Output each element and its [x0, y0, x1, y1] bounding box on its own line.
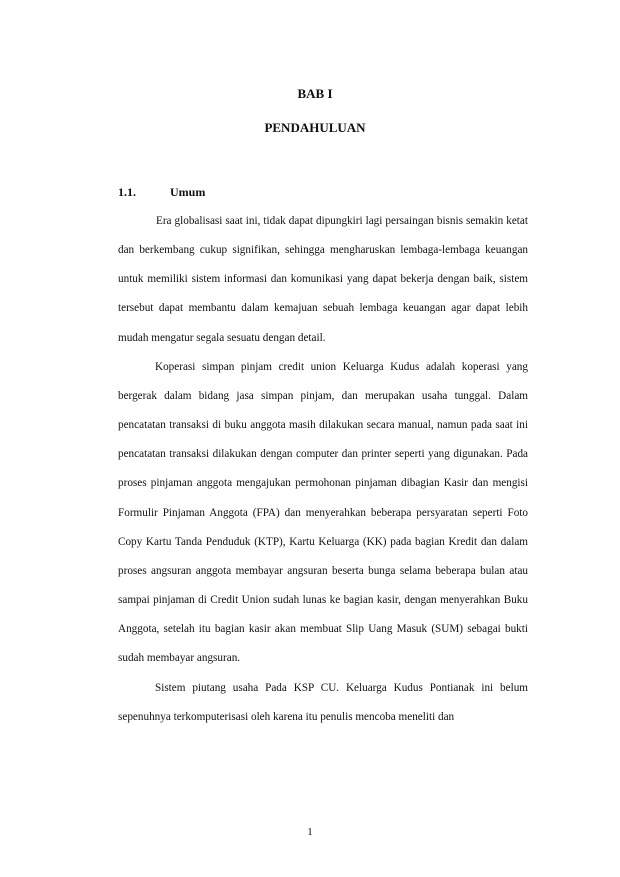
page-number: 1 [307, 826, 313, 838]
chapter-label: BAB I [297, 86, 333, 101]
section-title: Umum [170, 185, 206, 199]
paragraph-globalization: Era globalisasi saat ini, tidak dapat dipungkiri lagi persaingan bisnis semakin ketat dan berkembang cukup signifikan, sehingga mengharuskan lembaga-lembaga keuangan untuk memiliki sistem informasi dan komunikasi yang dapat bekerja dengan baik, sistem tersebut dapat membantu dalam kemajuan sebuah lembaga keuangan agar dapat lebih mudah mengatur segala sesuatu dengan detail. [118, 215, 528, 344]
chapter-title: PENDAHULUAN [264, 120, 366, 135]
paragraph-cooperative: Koperasi simpan pinjam credit union Keluarga Kudus adalah koperasi yang bergerak dalam bidang jasa simpan pinjam, dan merupakan usaha tunggal. Dalam pencatatan transaksi di buku anggota masih dilakukan secara manual, namun pada saat ini pencatatan transaksi dilakukan dengan computer dan printer seperti yang digunakan. Pada proses pinjaman anggota mengajukan permohonan pinjaman dibagian Kasir dan mengisi Formulir Pinjaman Anggota (FPA) dan menyerahkan beberapa persyaratan seperti Foto Copy Kartu Tanda Penduduk (KTP), Kartu Keluarga (KK) pada bagian Kredit dan dalam proses angsuran anggota membayar angsuran beserta bunga selama beberapa bulan atau sampai pinjaman di Credit Union sudah lunas ke bagian kasir, dengan menyerahkan Buku Anggota, setelah itu bagian kasir akan membuat Slip Uang Masuk (SUM) sebagai bukti sudah membayar angsuran. [118, 360, 528, 665]
paragraph-receivables: Sistem piutang usaha Pada KSP CU. Keluarga Kudus Pontianak ini belum sepenuhnya terkomputerisasi oleh karena itu penulis mencoba meneliti dan [118, 681, 528, 723]
body-text [118, 207, 528, 732]
section-heading [118, 185, 205, 200]
section-number: 1.1. [118, 185, 136, 199]
